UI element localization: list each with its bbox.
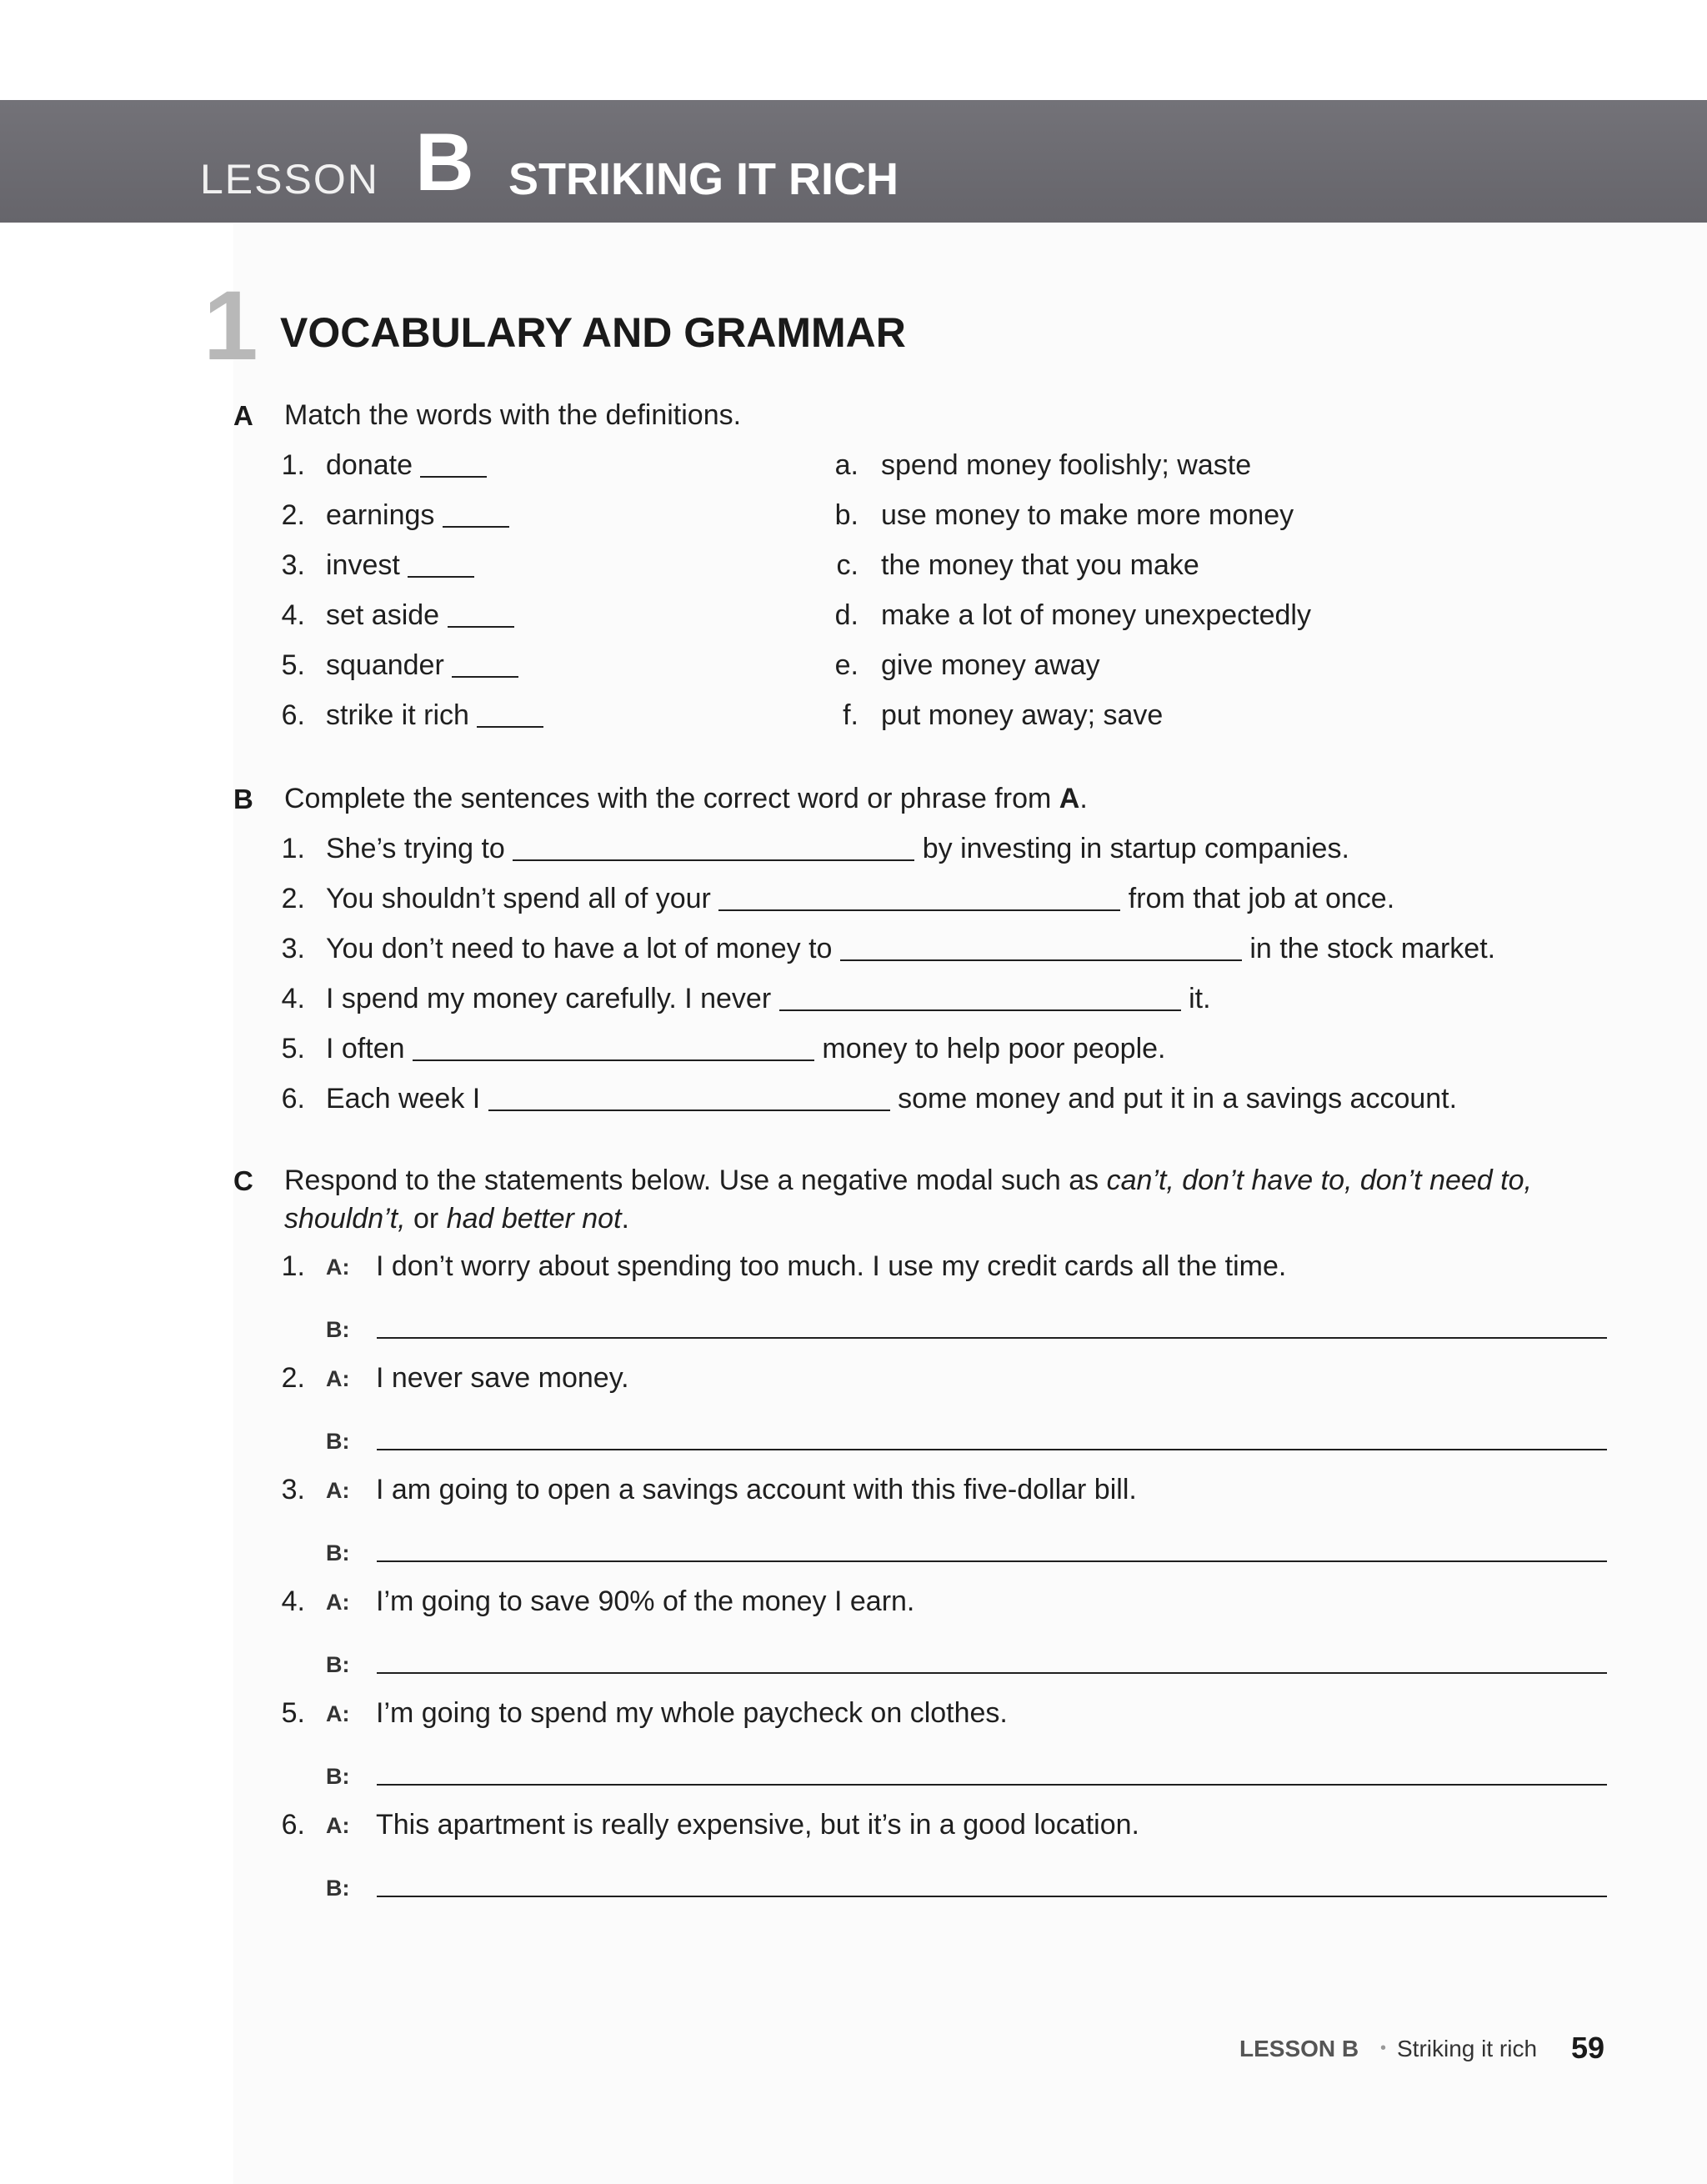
banner-lesson-letter: B — [415, 116, 474, 208]
exercise-a-instruction: Match the words with the definitions. — [284, 399, 742, 431]
speaker-a-label: A: — [326, 1701, 350, 1726]
sentence-answer-blank[interactable] — [779, 1009, 1181, 1011]
word-item — [280, 549, 780, 586]
match-answer-blank[interactable] — [443, 525, 509, 528]
speaker-b-label: B: — [326, 1764, 350, 1789]
definition-item — [833, 499, 1417, 536]
item-number: 4. — [281, 1585, 305, 1617]
word-text: squander — [326, 649, 444, 681]
match-answer-blank[interactable] — [477, 725, 543, 728]
definition-item — [833, 549, 1417, 586]
banner-lesson-word: LESSON — [200, 156, 379, 203]
exercise-c-instruction-line1 — [284, 1165, 1532, 1197]
definition-item — [833, 699, 1417, 736]
sentence-number: 2. — [281, 883, 305, 914]
speaker-b-label: B: — [326, 1429, 350, 1454]
sentence-before: You shouldn’t spend all of your — [326, 883, 711, 914]
speaker-b-label: B: — [326, 1876, 350, 1901]
word-text-with-blank — [326, 599, 514, 632]
speaker-a-label: A: — [326, 1813, 350, 1838]
word-text: earnings — [326, 499, 435, 531]
definition-text: the money that you make — [881, 549, 1199, 581]
word-text: set aside — [326, 599, 440, 631]
exercise-b-instruction-text: Complete the sentences with the correct word or phrase from — [284, 783, 1052, 814]
exercise-b-instruction-ref: A — [1059, 783, 1080, 814]
word-text-with-blank — [326, 649, 518, 682]
sentence-before: You don’t need to have a lot of money to — [326, 933, 833, 964]
word-text: strike it rich — [326, 699, 469, 731]
sentence-after: money to help poor people. — [822, 1033, 1166, 1064]
sentence-after: it. — [1189, 983, 1211, 1014]
speaker-b-label: B: — [326, 1652, 350, 1677]
item-number: 5. — [281, 1697, 305, 1729]
definition-letter: e. — [834, 649, 859, 681]
item-number: 3. — [281, 1474, 305, 1505]
word-number: 6. — [281, 699, 305, 731]
sentence-answer-blank[interactable] — [413, 1059, 814, 1061]
statement-text: I never save money. — [376, 1362, 629, 1394]
definition-letter: b. — [834, 499, 859, 531]
statement-text: I’m going to spend my whole paycheck on clothes. — [376, 1697, 1008, 1729]
response-answer-line[interactable] — [377, 1672, 1607, 1674]
word-item — [280, 699, 780, 736]
exercise-c-letter: C — [233, 1165, 253, 1196]
speaker-b-label: B: — [326, 1540, 350, 1565]
definition-letter: d. — [834, 599, 859, 631]
statement-text: I don’t worry about spending too much. I use my credit cards all the time. — [376, 1250, 1287, 1282]
word-item — [280, 499, 780, 536]
definition-letter: f. — [843, 699, 859, 731]
sentence-text — [326, 883, 1394, 915]
word-text-with-blank — [326, 449, 487, 482]
sentence-text — [326, 933, 1495, 965]
sentence-text — [326, 833, 1349, 865]
section-number: 1 — [203, 271, 258, 381]
page-number: 59 — [1571, 2031, 1605, 2065]
word-number: 4. — [281, 599, 305, 631]
word-text-with-blank — [326, 699, 543, 732]
definition-item — [833, 649, 1417, 686]
word-text: donate — [326, 449, 413, 481]
exercise-c-instruction-end: . — [621, 1203, 629, 1235]
speaker-a-label: A: — [326, 1590, 350, 1615]
word-number: 2. — [281, 499, 305, 531]
sentence-before: Each week I — [326, 1083, 481, 1115]
sentence-after: by investing in startup companies. — [922, 833, 1349, 864]
banner-lesson-title: STRIKING IT RICH — [508, 154, 899, 204]
definition-letter: a. — [834, 449, 859, 481]
sentence-after: from that job at once. — [1128, 883, 1395, 914]
exercise-c-instruction-line2 — [284, 1203, 629, 1235]
response-answer-line[interactable] — [377, 1449, 1607, 1450]
definition-text: put money away; save — [881, 699, 1164, 731]
sentence-number: 3. — [281, 933, 305, 964]
exercise-c-instruction-start: Respond to the statements below. Use a negative modal such as — [284, 1165, 1099, 1196]
word-item — [280, 649, 780, 686]
exercise-b-letter: B — [233, 784, 253, 814]
speaker-a-label: A: — [326, 1478, 350, 1503]
word-item — [280, 599, 780, 636]
speaker-a-label: A: — [326, 1255, 350, 1280]
sentence-text — [326, 1083, 1457, 1115]
statement-text: This apartment is really expensive, but it’s in a good location. — [376, 1809, 1139, 1841]
word-item — [280, 449, 780, 486]
word-text-with-blank — [326, 549, 474, 582]
sentence-after: some money and put it in a savings account. — [898, 1083, 1458, 1115]
exercise-a-letter: A — [233, 400, 253, 431]
definition-letter: c. — [836, 549, 859, 581]
word-number: 3. — [281, 549, 305, 581]
match-answer-blank[interactable] — [420, 475, 487, 478]
definition-text: spend money foolishly; waste — [881, 449, 1252, 481]
definition-item — [833, 449, 1417, 486]
footer-separator: • — [1380, 2039, 1387, 2057]
sentence-answer-blank[interactable] — [488, 1109, 890, 1111]
speaker-b-label: B: — [326, 1317, 350, 1342]
match-answer-blank[interactable] — [448, 625, 514, 628]
exercise-c-instruction-modals-3: had better not — [446, 1203, 622, 1235]
sentence-number: 5. — [281, 1033, 305, 1064]
exercise-c-instruction-modals-2: shouldn’t, — [284, 1203, 406, 1235]
word-number: 5. — [281, 649, 305, 681]
sentence-answer-blank[interactable] — [840, 959, 1242, 961]
footer-lesson: LESSON B — [1239, 2036, 1359, 2061]
word-text: invest — [326, 549, 400, 581]
sentence-number: 6. — [281, 1083, 305, 1115]
definition-text: make a lot of money unexpectedly — [881, 599, 1311, 631]
match-answer-blank[interactable] — [452, 675, 518, 678]
section-title: VOCABULARY AND GRAMMAR — [280, 309, 906, 356]
sentence-before: I often — [326, 1033, 405, 1064]
sentence-answer-blank[interactable] — [718, 909, 1120, 911]
response-answer-line[interactable] — [377, 1560, 1607, 1562]
sentence-text — [326, 983, 1211, 1015]
item-number: 1. — [281, 1250, 305, 1282]
sentence-before: I spend my money carefully. I never — [326, 983, 772, 1014]
sentence-number: 1. — [281, 833, 305, 864]
definition-text: give money away — [881, 649, 1100, 681]
sentence-number: 4. — [281, 983, 305, 1014]
word-text-with-blank — [326, 499, 509, 532]
response-answer-line[interactable] — [377, 1896, 1607, 1897]
definition-item — [833, 599, 1417, 636]
response-answer-line[interactable] — [377, 1784, 1607, 1786]
footer-subtitle: Striking it rich — [1397, 2036, 1538, 2061]
speaker-a-label: A: — [326, 1366, 350, 1391]
sentence-before: She’s trying to — [326, 833, 505, 864]
definition-text: use money to make more money — [881, 499, 1294, 531]
sentence-text — [326, 1033, 1166, 1065]
item-number: 6. — [281, 1809, 305, 1841]
match-answer-blank[interactable] — [408, 575, 474, 578]
exercise-b-instruction — [284, 783, 1088, 815]
sentence-after: in the stock market. — [1249, 933, 1496, 964]
response-answer-line[interactable] — [377, 1337, 1607, 1339]
statement-text: I’m going to save 90% of the money I earn. — [376, 1585, 915, 1617]
sentence-answer-blank[interactable] — [513, 859, 914, 861]
exercise-c-instruction-or: or — [413, 1203, 439, 1235]
exercise-c-instruction-modals-1: can’t, don’t have to, don’t need to, — [1106, 1165, 1532, 1196]
statement-text: I am going to open a savings account with this five-dollar bill. — [376, 1474, 1137, 1505]
item-number: 2. — [281, 1362, 305, 1394]
word-number: 1. — [281, 449, 305, 481]
exercise-b-instruction-end: . — [1079, 783, 1088, 814]
